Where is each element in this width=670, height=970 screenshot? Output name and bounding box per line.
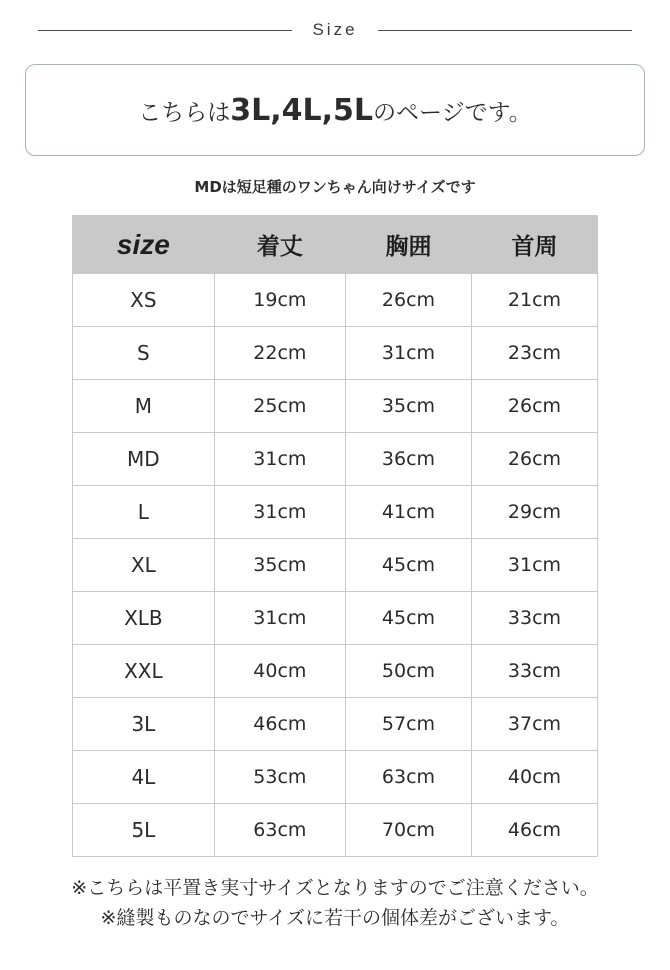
table-row — [73, 645, 598, 698]
size-table — [72, 215, 598, 857]
cell-chest: 36cm — [346, 433, 472, 486]
table-row — [73, 380, 598, 433]
subnote: MDは短足種のワンちゃん向けサイズです — [194, 178, 476, 196]
column-header-size: size — [73, 216, 215, 274]
size-table-head — [73, 216, 598, 274]
column-header-chest: 胸囲 — [346, 216, 472, 274]
table-header-row — [73, 216, 598, 274]
cell-size: MD — [73, 433, 215, 486]
cell-size: XXL — [73, 645, 215, 698]
footnotes — [0, 873, 670, 934]
cell-length: 53cm — [214, 751, 345, 804]
header-rule-right — [378, 30, 632, 31]
cell-size: M — [73, 380, 215, 433]
cell-chest: 35cm — [346, 380, 472, 433]
cell-neck: 33cm — [472, 645, 598, 698]
cell-chest: 57cm — [346, 698, 472, 751]
notice-emphasis: 3L,4L,5L — [230, 92, 374, 128]
table-row — [73, 592, 598, 645]
cell-chest: 26cm — [346, 274, 472, 327]
table-row — [73, 539, 598, 592]
cell-chest: 41cm — [346, 486, 472, 539]
header-rule-left — [38, 30, 292, 31]
table-row — [73, 698, 598, 751]
cell-length: 22cm — [214, 327, 345, 380]
size-table-body — [73, 274, 598, 857]
cell-length: 31cm — [214, 592, 345, 645]
cell-neck: 40cm — [472, 751, 598, 804]
cell-neck: 33cm — [472, 592, 598, 645]
notice-text — [138, 93, 531, 128]
cell-size: S — [73, 327, 215, 380]
cell-chest: 63cm — [346, 751, 472, 804]
table-row — [73, 433, 598, 486]
table-row — [73, 804, 598, 857]
notice-suffix: のページです。 — [373, 99, 532, 126]
cell-neck: 21cm — [472, 274, 598, 327]
cell-size: 4L — [73, 751, 215, 804]
table-row — [73, 751, 598, 804]
table-row — [73, 274, 598, 327]
cell-length: 25cm — [214, 380, 345, 433]
footnote-measurement: ※こちらは平置き実寸サイズとなりますのでご注意ください。 — [71, 877, 599, 899]
notice-box — [25, 64, 645, 156]
cell-size: XL — [73, 539, 215, 592]
cell-neck: 29cm — [472, 486, 598, 539]
cell-length: 31cm — [214, 433, 345, 486]
size-table-container — [72, 215, 598, 857]
cell-size: XS — [73, 274, 215, 327]
page-title: Size — [312, 20, 358, 39]
cell-size: L — [73, 486, 215, 539]
cell-size: XLB — [73, 592, 215, 645]
page-header — [0, 20, 670, 40]
cell-chest: 45cm — [346, 592, 472, 645]
cell-neck: 37cm — [472, 698, 598, 751]
cell-neck: 23cm — [472, 327, 598, 380]
table-row — [73, 327, 598, 380]
cell-size: 5L — [73, 804, 215, 857]
cell-length: 31cm — [214, 486, 345, 539]
notice-prefix: こちらは — [138, 99, 231, 126]
cell-neck: 26cm — [472, 433, 598, 486]
footnote-variance: ※縫製ものなのでサイズに若干の個体差がございます。 — [100, 907, 570, 930]
column-header-length: 着丈 — [214, 216, 345, 274]
cell-neck: 31cm — [472, 539, 598, 592]
cell-length: 35cm — [214, 539, 345, 592]
cell-chest: 70cm — [346, 804, 472, 857]
cell-length: 63cm — [214, 804, 345, 857]
cell-chest: 31cm — [346, 327, 472, 380]
cell-length: 40cm — [214, 645, 345, 698]
cell-size: 3L — [73, 698, 215, 751]
cell-length: 19cm — [214, 274, 345, 327]
table-row — [73, 486, 598, 539]
cell-neck: 46cm — [472, 804, 598, 857]
cell-length: 46cm — [214, 698, 345, 751]
cell-chest: 50cm — [346, 645, 472, 698]
cell-neck: 26cm — [472, 380, 598, 433]
cell-chest: 45cm — [346, 539, 472, 592]
column-header-neck: 首周 — [472, 216, 598, 274]
